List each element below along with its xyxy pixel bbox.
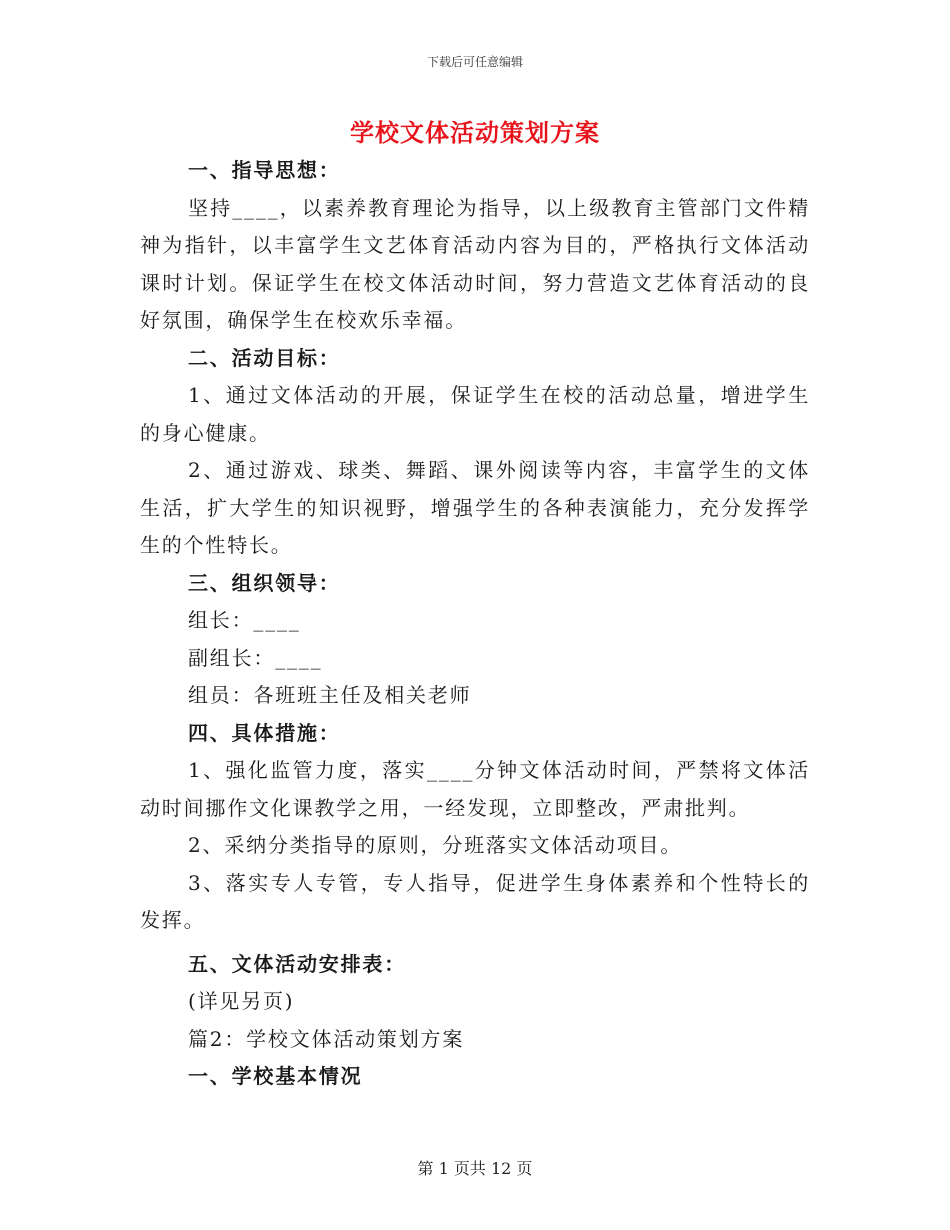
section-heading-goals: 二、活动目标： xyxy=(188,345,341,370)
paragraph-measure-2: 2、采纳分类指导的原则，分班落实文体活动项目。 xyxy=(188,833,683,857)
section-heading-school-info: 一、学校基本情况 xyxy=(188,1064,363,1088)
paragraph-measure-3: 3、落实专人专管，专人指导，促进学生身体素养和个性特长的发挥。 xyxy=(140,870,810,932)
paragraph-guiding-thought: 坚持____，以素养教育理论为指导，以上级教育主管部门文件精神为指针，以丰富学生文艺体育活动内容为目的，严格执行文体活动课时计划。保证学生在校文体活动时间，努力营造文艺体育活动的良好氛围，确保学生在校欢乐幸福。 xyxy=(140,195,810,332)
header-note: 下载后可任意编辑 xyxy=(426,55,523,69)
section-heading-measures: 四、具体措施： xyxy=(188,720,341,745)
paragraph-measure-1: 1、强化监管力度，落实____分钟文体活动时间，严禁将文体活动时间挪作文化课教学之用，一经发现，立即整改，严肃批判。 xyxy=(140,758,810,820)
document-title: 学校文体活动策划方案 xyxy=(350,118,600,147)
page-number: 第 1 页共 12 页 xyxy=(417,1159,533,1178)
section-heading-guiding-thought: 一、指导思想： xyxy=(188,158,341,182)
paragraph-goal-2: 2、通过游戏、球类、舞蹈、课外阅读等内容，丰富学生的文体生活，扩大学生的知识视野，增强学生的各种表演能力，充分发挥学生的个性特长。 xyxy=(140,458,810,557)
line-article-2-title: 篇2：学校文体活动策划方案 xyxy=(188,1026,465,1051)
document-body xyxy=(140,152,810,1096)
line-deputy-leader: 副组长：____ xyxy=(188,645,323,670)
line-group-members: 组员：各班班主任及相关老师 xyxy=(188,683,472,707)
line-group-leader: 组长：____ xyxy=(188,608,301,632)
paragraph-goal-1: 1、通过文体活动的开展，保证学生在校的活动总量，增进学生的身心健康。 xyxy=(140,383,810,445)
section-heading-leadership: 三、组织领导： xyxy=(188,570,341,595)
line-see-other-page: (详见另页) xyxy=(188,989,295,1013)
section-heading-schedule: 五、文体活动安排表： xyxy=(188,951,406,976)
